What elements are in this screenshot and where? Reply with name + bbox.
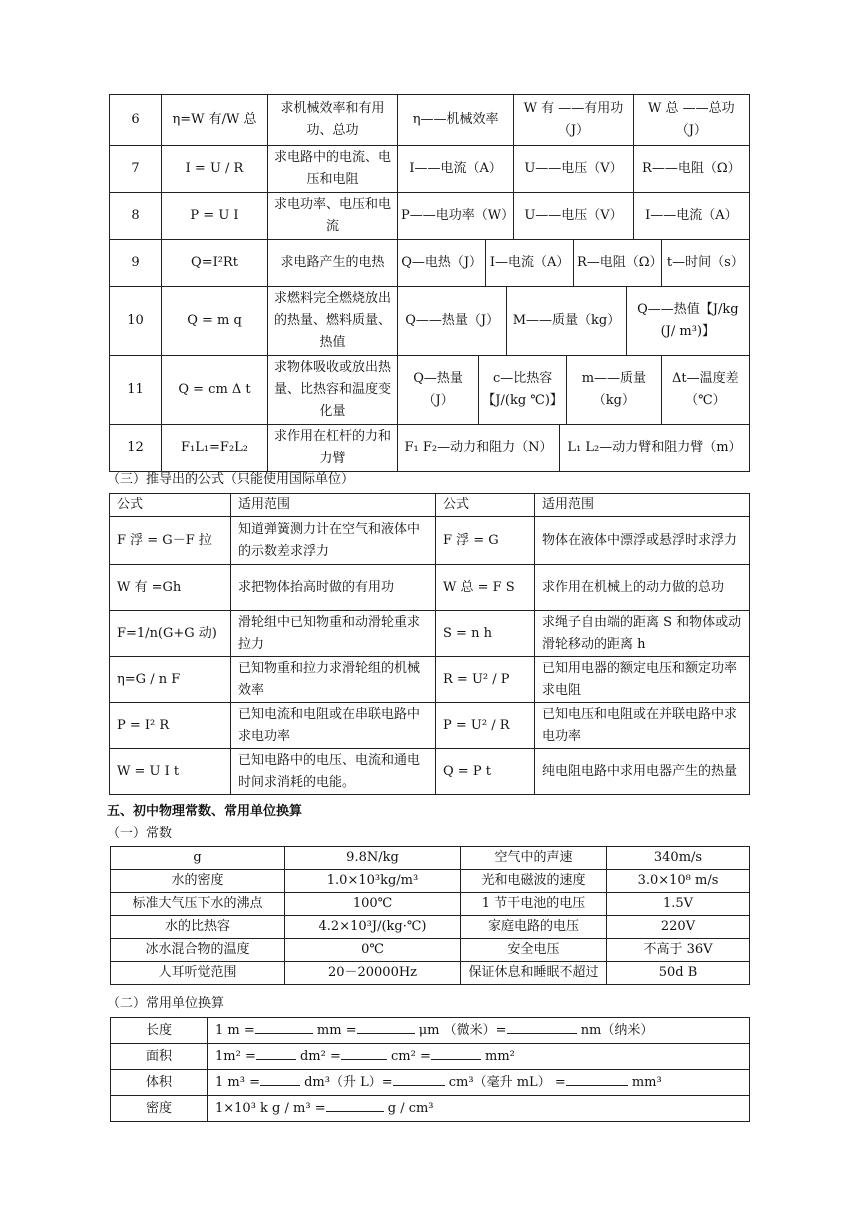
- purpose-cell: 求电路产生的电热: [268, 240, 398, 287]
- purpose-cell: 求物体吸收或放出热量、比热容和温度变化量: [268, 356, 398, 425]
- conversion-line: [208, 1018, 750, 1044]
- constant-value: 20－20000Hz: [285, 962, 461, 985]
- variable-cell: I——电流（A）: [645, 208, 738, 223]
- variable-cell: η——机械效率: [398, 95, 514, 145]
- row-number: 9: [110, 240, 162, 287]
- formula-cell: I = U / R: [162, 146, 268, 193]
- variable-cell: M——质量（kg）: [507, 287, 626, 355]
- variable-cell: W 总 ——总功（J）: [648, 101, 735, 138]
- scope-cell: 求把物体抬高时做的有用功: [231, 565, 436, 611]
- constant-name: 标准大气压下水的沸点: [111, 893, 285, 916]
- conversion-text: mm³: [631, 1074, 662, 1090]
- table-header-row: [110, 494, 750, 517]
- unit-conversion-heading: （二）常用单位换算: [107, 996, 225, 1011]
- table-row: [110, 240, 750, 287]
- constant-name: 水的比热容: [111, 916, 285, 939]
- constant-value: 4.2×10³J/(kg·℃): [285, 916, 461, 939]
- scope-cell: 物体在液体中漂浮或悬浮时求浮力: [535, 517, 750, 565]
- variable-cell: R——电阻（Ω）: [642, 161, 741, 176]
- conversion-text: mm²: [485, 1048, 515, 1064]
- conversion-text: 1 m =: [215, 1022, 255, 1038]
- row-number: 7: [110, 146, 162, 193]
- answer-blank[interactable]: [256, 1046, 296, 1060]
- formula-cell: P = U² / R: [436, 703, 535, 749]
- table-row: [111, 893, 750, 916]
- formula-cell: R = U² / P: [436, 657, 535, 703]
- variable-cell: Q—热量（J）: [398, 356, 479, 424]
- constants-heading: （一）常数: [107, 826, 173, 841]
- formula-cell: P = U I: [162, 193, 268, 240]
- variable-cell: P——电功率（W）: [398, 193, 514, 239]
- row-number: 12: [110, 425, 162, 472]
- answer-blank[interactable]: [507, 1020, 577, 1034]
- constant-value: 1.0×10³kg/m³: [285, 870, 461, 893]
- conversion-text: 1m² =: [215, 1048, 256, 1064]
- formula-cell: W 总 = F S: [436, 565, 535, 611]
- variable-cell: Q—电热（J）: [398, 240, 486, 286]
- answer-blank[interactable]: [341, 1046, 387, 1060]
- constant-name: 家庭电路的电压: [461, 916, 607, 939]
- variable-cell: F₁ F₂—动力和阻力（N）: [398, 425, 559, 471]
- constants-table: [110, 846, 750, 985]
- scope-cell: 已知物重和拉力求滑轮组的机械效率: [231, 657, 436, 703]
- variable-cell: W 有 ——有用功（J）: [514, 95, 633, 145]
- constant-name: g: [111, 847, 285, 870]
- table-row: [111, 1018, 750, 1044]
- table-row: [110, 146, 750, 193]
- formula-cell: S = n h: [436, 611, 535, 657]
- scope-cell: 已知电流和电阻或在串联电路中求电功率: [231, 703, 436, 749]
- answer-blank[interactable]: [326, 1098, 384, 1112]
- constant-value: 50d B: [607, 962, 750, 985]
- formula-cell: Q = cm Δ t: [162, 356, 268, 425]
- conversion-line: [208, 1044, 750, 1070]
- constant-value: 0℃: [285, 939, 461, 962]
- purpose-cell: 求电路中的电流、电压和电阻: [268, 146, 398, 193]
- answer-blank[interactable]: [260, 1072, 300, 1086]
- constant-name: 人耳听觉范围: [111, 962, 285, 985]
- conversion-text: cm³（毫升 mL） =: [448, 1074, 566, 1090]
- column-header: 公式: [436, 494, 535, 517]
- formula-cell: η=G / n F: [110, 657, 231, 703]
- conversion-text: μm （微米）=: [418, 1022, 507, 1038]
- scope-cell: 纯电阻电路中求用电器产生的热量: [535, 749, 750, 795]
- derived-formulas-heading: （三）推导出的公式（只能使用国际单位）: [107, 472, 355, 487]
- conversion-text: 1 m³ =: [215, 1074, 260, 1090]
- constant-value: 1.5V: [607, 893, 750, 916]
- formula-cell: F=1/n(G+G 动): [110, 611, 231, 657]
- table-row: [111, 916, 750, 939]
- constant-value: 不高于 36V: [607, 939, 750, 962]
- conversion-text: dm³（升 L）=: [304, 1074, 393, 1090]
- formula-cell: F₁L₁=F₂L₂: [162, 425, 268, 472]
- scope-cell: 已知电压和电阻或在并联电路中求电功率: [535, 703, 750, 749]
- scope-cell: 已知用电器的额定电压和额定功率求电阻: [535, 657, 750, 703]
- constant-name: 光和电磁波的速度: [461, 870, 607, 893]
- table-row: [110, 356, 750, 425]
- column-header: 适用范围: [535, 494, 750, 517]
- row-number: 11: [110, 356, 162, 425]
- row-number: 6: [110, 95, 162, 146]
- purpose-cell: 求电功率、电压和电流: [268, 193, 398, 240]
- answer-blank[interactable]: [431, 1046, 481, 1060]
- constant-value: 3.0×10⁸ m/s: [607, 870, 750, 893]
- scope-cell: 求绳子自由端的距离 S 和物体或动滑轮移动的距离 h: [535, 611, 750, 657]
- scope-cell: 知道弹簧测力计在空气和液体中的示数差求浮力: [231, 517, 436, 565]
- section-five-title: 五、初中物理常数、常用单位换算: [107, 804, 303, 819]
- variable-cell: Q——热值【J/kg (J/ m³)】: [637, 302, 739, 339]
- conversion-text: cm² =: [391, 1048, 431, 1064]
- table-row: [111, 1096, 750, 1122]
- answer-blank[interactable]: [393, 1072, 445, 1086]
- purpose-cell: 求燃料完全燃烧放出的热量、燃料质量、热值: [268, 287, 398, 356]
- unit-label: 密度: [111, 1096, 208, 1122]
- variable-cell: U——电压（V）: [514, 193, 633, 239]
- purpose-cell: 求机械效率和有用功、总功: [268, 95, 398, 146]
- unit-label: 体积: [111, 1070, 208, 1096]
- formula-cell: Q = P t: [436, 749, 535, 795]
- table-row: [110, 749, 750, 795]
- formula-cell: F 浮 = G: [436, 517, 535, 565]
- conversion-text: 1×10³ k g / m³ =: [215, 1100, 326, 1116]
- answer-blank[interactable]: [566, 1072, 628, 1086]
- purpose-cell: 求作用在杠杆的力和力臂: [268, 425, 398, 472]
- variable-cell: I—电流（A）: [486, 240, 574, 286]
- table-row: [110, 287, 750, 356]
- table-row: [110, 657, 750, 703]
- constant-name: 保证休息和睡眠不超过: [461, 962, 607, 985]
- conversion-text: dm² =: [299, 1048, 341, 1064]
- answer-blank[interactable]: [357, 1020, 415, 1034]
- table-row: [111, 962, 750, 985]
- scope-cell: 已知电路中的电压、电流和通电时间求消耗的电能。: [231, 749, 436, 795]
- formula-cell: W = U I t: [110, 749, 231, 795]
- constant-value: 340m/s: [607, 847, 750, 870]
- table-row: [111, 1044, 750, 1070]
- table-row: [111, 1070, 750, 1096]
- formula-cell: F 浮 = G－F 拉: [110, 517, 231, 565]
- constant-name: 水的密度: [111, 870, 285, 893]
- table-row: [110, 565, 750, 611]
- table-row: [110, 425, 750, 472]
- constant-name: 冰水混合物的温度: [111, 939, 285, 962]
- unit-label: 面积: [111, 1044, 208, 1070]
- table-row: [111, 939, 750, 962]
- table-row: [110, 703, 750, 749]
- row-number: 8: [110, 193, 162, 240]
- table-row: [110, 95, 750, 146]
- table-row: [111, 870, 750, 893]
- table-row: [110, 517, 750, 565]
- variable-cell: I——电流（A）: [398, 146, 514, 192]
- scope-cell: 滑轮组中已知物重和动滑轮重求拉力: [231, 611, 436, 657]
- variable-cell: t—时间（s）: [666, 255, 744, 270]
- table-row: [110, 611, 750, 657]
- constant-name: 安全电压: [461, 939, 607, 962]
- formula-cell: η=W 有/W 总: [162, 95, 268, 146]
- conversion-text: g / cm³: [387, 1100, 434, 1116]
- constant-value: 9.8N/kg: [285, 847, 461, 870]
- row-number: 10: [110, 287, 162, 356]
- column-header: 公式: [110, 494, 231, 517]
- unit-label: 长度: [111, 1018, 208, 1044]
- answer-blank[interactable]: [255, 1020, 313, 1034]
- column-header: 适用范围: [231, 494, 436, 517]
- formula-cell: P = I² R: [110, 703, 231, 749]
- formula-cell: W 有 =Gh: [110, 565, 231, 611]
- variable-cell: m——质量（kg）: [566, 356, 661, 424]
- conversion-text: nm（纳米）: [580, 1022, 654, 1038]
- constant-value: 220V: [607, 916, 750, 939]
- scope-cell: 求作用在机械上的动力做的总功: [535, 565, 750, 611]
- unit-conversion-table: [110, 1017, 750, 1122]
- constant-name: 空气中的声速: [461, 847, 607, 870]
- variable-cell: Δt—温度差（℃）: [672, 371, 739, 408]
- formula-cell: Q = m q: [162, 287, 268, 356]
- variable-cell: Q——热量（J）: [398, 287, 507, 355]
- variable-cell: R—电阻（Ω）: [574, 240, 662, 286]
- formula-table: [109, 94, 750, 472]
- derived-formulas-table: [109, 493, 750, 795]
- constant-name: 1 节干电池的电压: [461, 893, 607, 916]
- variable-cell: U——电压（V）: [514, 146, 633, 192]
- variable-cell: L₁ L₂—动力臂和阻力臂（m）: [567, 440, 742, 455]
- variable-cell: c—比热容【J/(kg ℃)】: [479, 356, 567, 424]
- conversion-line: [208, 1070, 750, 1096]
- table-row: [111, 847, 750, 870]
- conversion-text: mm =: [316, 1022, 357, 1038]
- table-row: [110, 193, 750, 240]
- conversion-line: [208, 1096, 750, 1122]
- constant-value: 100℃: [285, 893, 461, 916]
- formula-cell: Q=I²Rt: [162, 240, 268, 287]
